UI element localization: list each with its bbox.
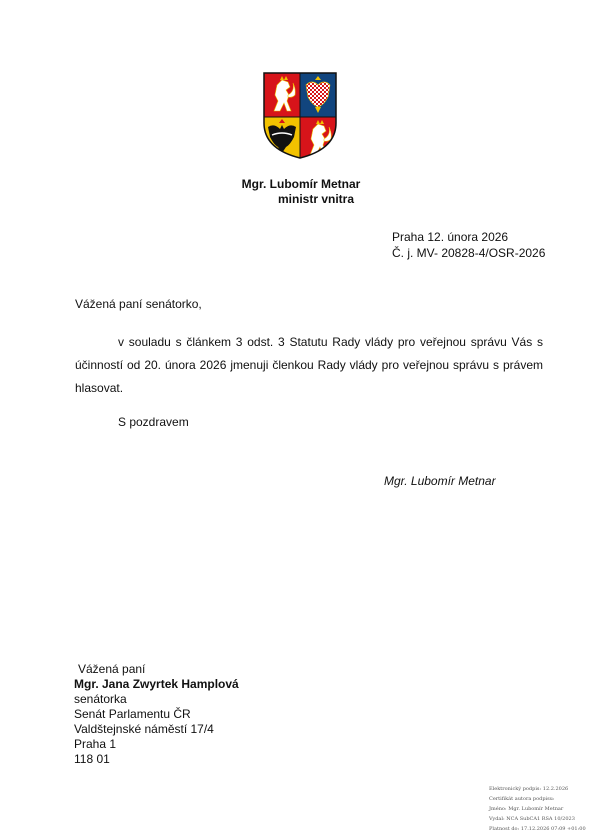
sender-block (0, 177, 592, 207)
letter-signature: Mgr. Lubomír Metnar (384, 474, 496, 488)
letter-meta (392, 229, 545, 261)
esign-line: Elektronický podpis: 12.2.2026 (489, 786, 569, 792)
sender-role: ministr vnitra (277, 192, 355, 206)
recipient-salutation: Vážená paní (78, 662, 146, 676)
reference-number: Č. j. MV- 20828-4/OSR-2026 (392, 246, 546, 260)
letter-salutation: Vážená paní senátorko, (75, 297, 202, 311)
recipient-name: Mgr. Jana Zwyrtek Hamplová (74, 677, 239, 691)
letter-closing: S pozdravem (118, 415, 189, 429)
recipient-street: Valdštejnské náměstí 17/4 (74, 722, 214, 736)
recipient-address (74, 662, 239, 767)
letter-body: v souladu s článkem 3 odst. 3 Statutu Rady vlády pro veřejnou správu Vás s účinností od 20. února 2026 jmenuji členkou Rady vlády pro veřejnou správu s právem hlasovat. (75, 335, 543, 395)
electronic-signature-stamp (489, 784, 586, 834)
place-date: Praha 12. února 2026 (392, 230, 509, 244)
sender-name: Mgr. Lubomír Metnar (241, 177, 361, 191)
czech-coat-of-arms-icon (262, 71, 338, 160)
recipient-postal-code: 118 01 (74, 752, 110, 766)
esign-line: Platnost do: 17.12.2026 07:09 +01:00 (489, 826, 586, 832)
recipient-institution: Senát Parlamentu ČR (74, 707, 191, 721)
recipient-city: Praha 1 (74, 737, 117, 751)
esign-line: Certifikát autora podpisu: (489, 796, 555, 802)
esign-line: Jméno: Mgr. Lubomír Metnar (489, 806, 564, 812)
esign-line: Vydal: NCA SubCA1 RSA 10/2023 (489, 816, 575, 822)
recipient-title: senátorka (74, 692, 127, 706)
